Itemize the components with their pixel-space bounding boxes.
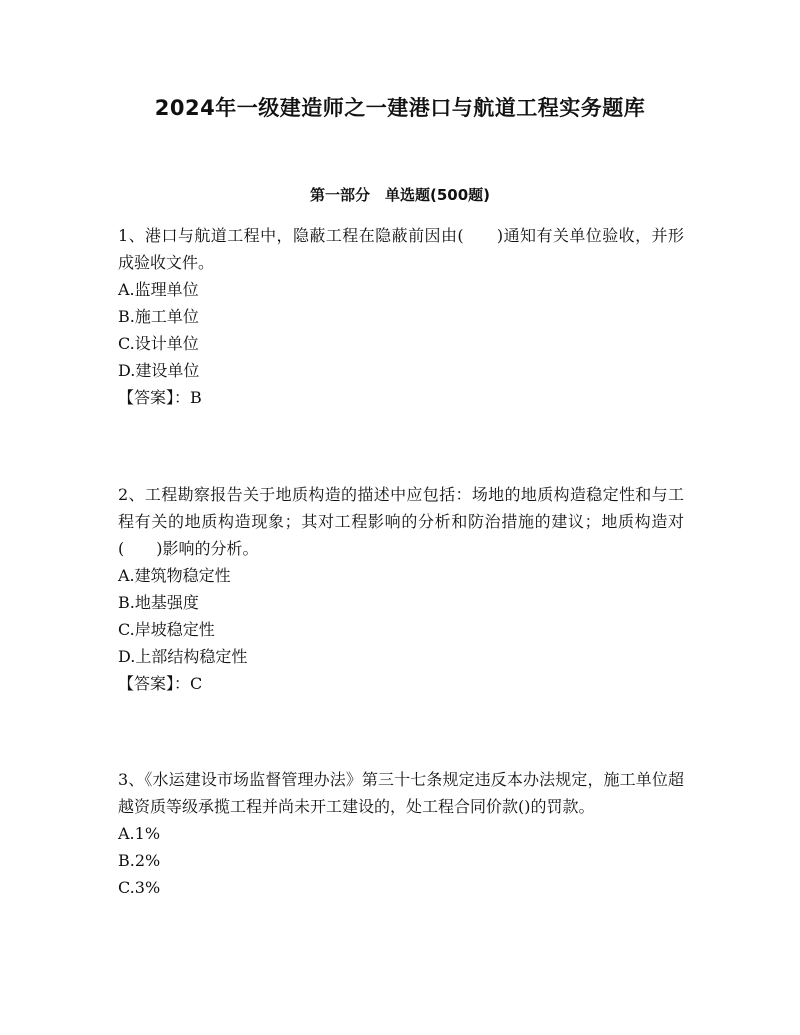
option-b: B.地基强度 bbox=[118, 593, 199, 612]
question-1 bbox=[118, 222, 684, 411]
document-title: 2024年一级建造师之一建港口与航道工程实务题库 bbox=[154, 96, 646, 120]
question-stem: 1、港口与航道工程中，隐蔽工程在隐蔽前因由( )通知有关单位验收，并形成验收文件。 bbox=[118, 226, 684, 272]
option-c: C.3% bbox=[118, 878, 161, 897]
question-2 bbox=[118, 481, 684, 697]
option-c: C.设计单位 bbox=[118, 334, 199, 353]
option-b: B.施工单位 bbox=[118, 307, 199, 326]
section-title: 第一部分 单选题(500题) bbox=[309, 186, 491, 204]
option-b: B.2% bbox=[118, 851, 161, 870]
option-d: D.上部结构稳定性 bbox=[118, 647, 248, 666]
question-stem: 2、工程勘察报告关于地质构造的描述中应包括：场地的地质构造稳定性和与工程有关的地质构造现象；其对工程影响的分析和防治措施的建议；地质构造对( )影响的分析。 bbox=[118, 485, 684, 558]
option-d: D.建设单位 bbox=[118, 361, 200, 380]
answer-label: 【答案】：C bbox=[118, 674, 203, 693]
option-a: A.监理单位 bbox=[118, 280, 199, 299]
option-a: A.建筑物稳定性 bbox=[118, 566, 231, 585]
option-c: C.岸坡稳定性 bbox=[118, 620, 215, 639]
option-a: A.1% bbox=[118, 824, 161, 843]
question-stem: 3、《水运建设市场监督管理办法》第三十七条规定违反本办法规定，施工单位超越资质等级承揽工程并尚未开工建设的，处工程合同价款()的罚款。 bbox=[118, 770, 684, 816]
question-3 bbox=[118, 766, 684, 901]
answer-label: 【答案】：B bbox=[118, 388, 202, 407]
